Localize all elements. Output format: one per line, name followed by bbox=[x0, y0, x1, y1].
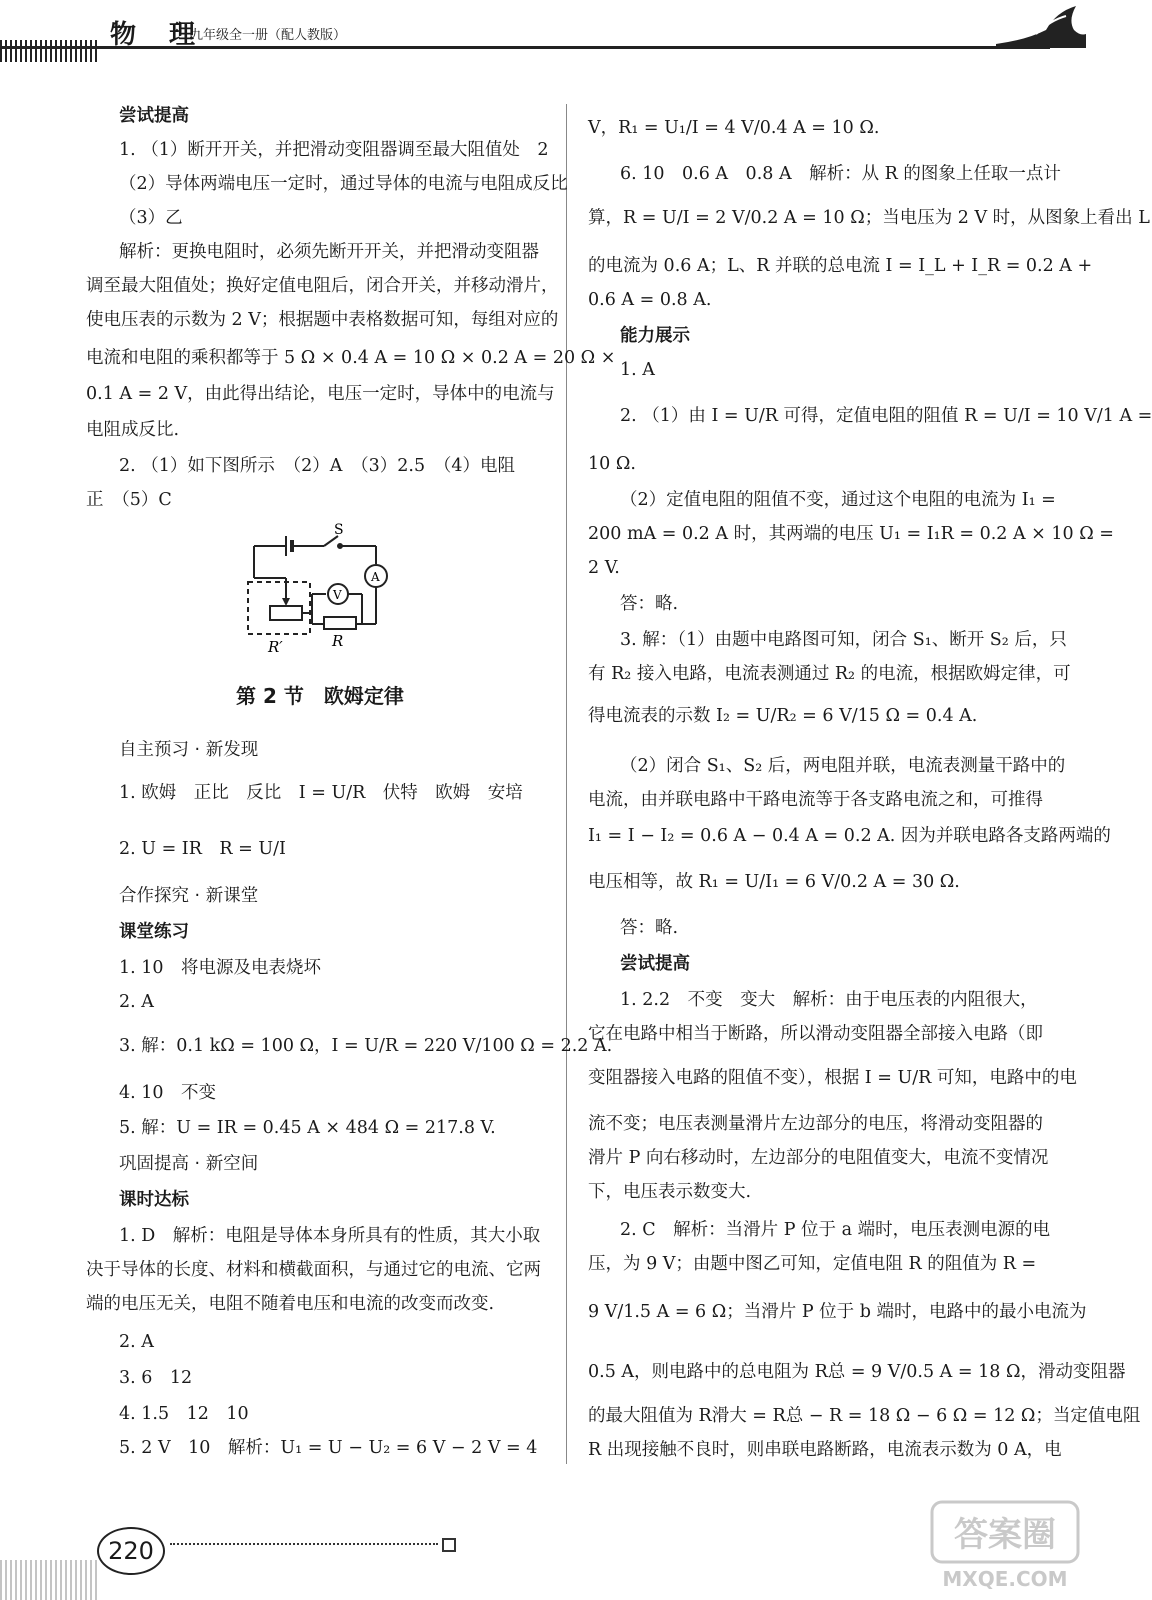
right-line: V，R₁ = U₁/I = 4 V/0.4 A = 10 Ω. bbox=[588, 118, 880, 138]
section-title: 第 2 节 欧姆定律 bbox=[236, 684, 404, 708]
right-heading-ability: 能力展示 bbox=[620, 326, 690, 346]
left-line: 3. 解：0.1 kΩ = 100 Ω，I = U/R = 220 V/100 Ω = 2.2 A. bbox=[119, 1036, 613, 1056]
column-divider bbox=[566, 104, 567, 1464]
left-line: 决于导体的长度、材料和横截面积，与通过它的电流、它两 bbox=[86, 1260, 541, 1280]
ammeter-label: A bbox=[371, 570, 380, 584]
right-line: 变阻器接入电路的阻值不变），根据 I = U/R 可知，电路中的电 bbox=[588, 1068, 1077, 1088]
left-line: 0.1 A = 2 V，由此得出结论，电压一定时，导体中的电流与 bbox=[86, 384, 555, 404]
right-heading-try: 尝试提高 bbox=[620, 954, 690, 974]
right-line: 电压相等，故 R₁ = U/I₁ = 6 V/0.2 A = 30 Ω. bbox=[588, 872, 960, 892]
left-line: 解析：更换电阻时，必须先断开开关，并把滑动变阻器 bbox=[119, 242, 539, 262]
right-line: 1. A bbox=[620, 360, 655, 380]
right-line: 6. 10 0.6 A 0.8 A 解析：从 R 的图象上任取一点计 bbox=[620, 164, 1061, 184]
right-line: 它在电路中相当于断路，所以滑动变阻器全部接入电路（即 bbox=[588, 1024, 1043, 1044]
left-line: 1. 10 将电源及电表烧坏 bbox=[119, 958, 322, 978]
svg-text:MXQE.COM: MXQE.COM bbox=[942, 1567, 1068, 1591]
right-line: 2. （1）由 I = U/R 可得，定值电阻的阻值 R = U/I = 10 V/1 A = bbox=[620, 406, 1152, 426]
left-heading: 课时达标 bbox=[119, 1190, 189, 1210]
right-line: 电流，由并联电路中干路电流等于各支路电流之和，可推得 bbox=[588, 790, 1043, 810]
resistor-label: R bbox=[332, 632, 344, 650]
left-subheading: 自主预习 · 新发现 bbox=[119, 740, 259, 760]
right-line: 下，电压表示数变大. bbox=[588, 1182, 752, 1202]
switch-label: S bbox=[334, 522, 344, 538]
right-line: （2）定值电阻的阻值不变，通过这个电阻的电流为 I₁ = bbox=[620, 490, 1056, 510]
right-line: 3. 解：（1）由题中电路图可知，闭合 S₁、断开 S₂ 后，只 bbox=[620, 630, 1067, 650]
footer-square-icon bbox=[442, 1538, 456, 1552]
page-header bbox=[0, 0, 1086, 62]
left-line: 电阻成反比. bbox=[86, 420, 180, 440]
left-line: 2. A bbox=[119, 1332, 154, 1352]
left-subheading: 巩固提高 · 新空间 bbox=[119, 1154, 259, 1174]
left-line: 4. 1.5 12 10 bbox=[119, 1404, 249, 1424]
right-line: 答：略. bbox=[620, 918, 679, 938]
left-line: 2. （1）如下图所示 （2）A （3）2.5 （4）电阻 bbox=[119, 456, 516, 476]
left-line: （3）乙 bbox=[119, 208, 183, 228]
left-line: 5. 2 V 10 解析：U₁ = U − U₂ = 6 V − 2 V = 4 bbox=[119, 1438, 538, 1458]
right-line: 有 R₂ 接入电路，电流表测通过 R₂ 的电流，根据欧姆定律，可 bbox=[588, 664, 1071, 684]
page-number: 220 bbox=[97, 1527, 165, 1575]
right-line: 算，R = U/I = 2 V/0.2 A = 10 Ω；当电压为 2 V 时，从图象上看出 L bbox=[588, 208, 1150, 228]
circuit-diagram bbox=[236, 520, 396, 660]
left-line: 1. D 解析：电阻是导体本身所具有的性质，其大小取 bbox=[119, 1226, 541, 1246]
left-heading: 课堂练习 bbox=[119, 922, 189, 942]
right-line: 的电流为 0.6 A；L、R 并联的总电流 I = I_L + I_R = 0.2 A + bbox=[588, 256, 1093, 276]
right-line: 1. 2.2 不变 变大 解析：由于电压表的内阻很大， bbox=[620, 990, 1038, 1010]
right-line: 0.6 A = 0.8 A. bbox=[588, 290, 712, 310]
left-line: 5. 解：U = IR = 0.45 A × 484 Ω = 217.8 V. bbox=[119, 1118, 496, 1138]
right-line: I₁ = I − I₂ = 0.6 A − 0.4 A = 0.2 A. 因为并联电路各支路两端的 bbox=[588, 826, 1111, 846]
right-line: 流不变；电压表测量滑片左边部分的电压，将滑动变阻器的 bbox=[588, 1114, 1043, 1134]
left-line: 端的电压无关，电阻不随着电压和电流的改变而改变. bbox=[86, 1294, 495, 1314]
right-line: 滑片 P 向右移动时，左边部分的电阻值变大，电流不变情况 bbox=[588, 1148, 1049, 1168]
right-line: 200 mA = 0.2 A 时，其两端的电压 U₁ = I₁R = 0.2 A × 10 Ω = bbox=[588, 524, 1114, 544]
watermark-logo-icon bbox=[930, 1500, 1080, 1595]
footer-stripes bbox=[0, 1560, 100, 1600]
left-line: 3. 6 12 bbox=[119, 1368, 193, 1388]
right-line: 2. C 解析：当滑片 P 位于 a 端时，电压表测电源的电 bbox=[620, 1220, 1051, 1240]
left-line: 4. 10 不变 bbox=[119, 1083, 217, 1103]
left-line: （2）导体两端电压一定时，通过导体的电流与电阻成反比 bbox=[119, 174, 568, 194]
svg-text:答案圈: 答案圈 bbox=[954, 1515, 1056, 1555]
rheostat-label: R′ bbox=[268, 638, 283, 656]
right-line: 9 V/1.5 A = 6 Ω；当滑片 P 位于 b 端时，电路中的最小电流为 bbox=[588, 1302, 1087, 1322]
right-line: 压，为 9 V；由题中图乙可知，定值电阻 R 的阻值为 R = bbox=[588, 1254, 1037, 1274]
voltmeter-label: V bbox=[333, 588, 342, 602]
right-line: R 出现接触不良时，则串联电路断路，电流表示数为 0 A，电 bbox=[588, 1440, 1062, 1460]
left-line: 2. A bbox=[119, 992, 154, 1012]
right-line: （2）闭合 S₁、S₂ 后，两电阻并联，电流表测量干路中的 bbox=[620, 756, 1066, 776]
dolphin-decoration-icon bbox=[996, 0, 1086, 50]
left-line: 使电压表的示数为 2 V；根据题中表格数据可知，每组对应的 bbox=[86, 310, 559, 330]
footer-dotted-line bbox=[170, 1543, 438, 1545]
header-stripes bbox=[0, 40, 100, 62]
left-line: 1. 欧姆 正比 反比 I = U/R 伏特 欧姆 安培 bbox=[119, 783, 523, 803]
left-line: 1. （1）断开开关，并把滑动变阻器调至最大阻值处 2 bbox=[119, 140, 549, 160]
right-line: 2 V. bbox=[588, 558, 620, 578]
edition-label: 九年级全一册（配人教版） bbox=[190, 28, 347, 43]
left-subheading: 合作探究 · 新课堂 bbox=[119, 886, 259, 906]
right-line: 0.5 A，则电路中的总电阻为 R总 = 9 V/0.5 A = 18 Ω，滑动变阻器 bbox=[588, 1362, 1126, 1382]
left-heading-try: 尝试提高 bbox=[119, 106, 189, 126]
right-line: 答：略. bbox=[620, 594, 679, 614]
left-line: 调至最大阻值处；换好定值电阻后，闭合开关，并移动滑片， bbox=[86, 276, 559, 296]
left-line: 正 （5）C bbox=[86, 490, 172, 510]
subject-title: 物 理 bbox=[110, 20, 208, 50]
right-line: 的最大阻值为 R滑大 = R总 − R = 18 Ω − 6 Ω = 12 Ω；当定值电阻 bbox=[588, 1406, 1141, 1426]
right-line: 得电流表的示数 I₂ = U/R₂ = 6 V/15 Ω = 0.4 A. bbox=[588, 706, 978, 726]
left-line: 电流和电阻的乘积都等于 5 Ω × 0.4 A = 10 Ω × 0.2 A = 20 Ω × bbox=[86, 348, 616, 368]
right-line: 10 Ω. bbox=[588, 454, 636, 474]
left-line: 2. U = IR R = U/I bbox=[119, 839, 286, 859]
